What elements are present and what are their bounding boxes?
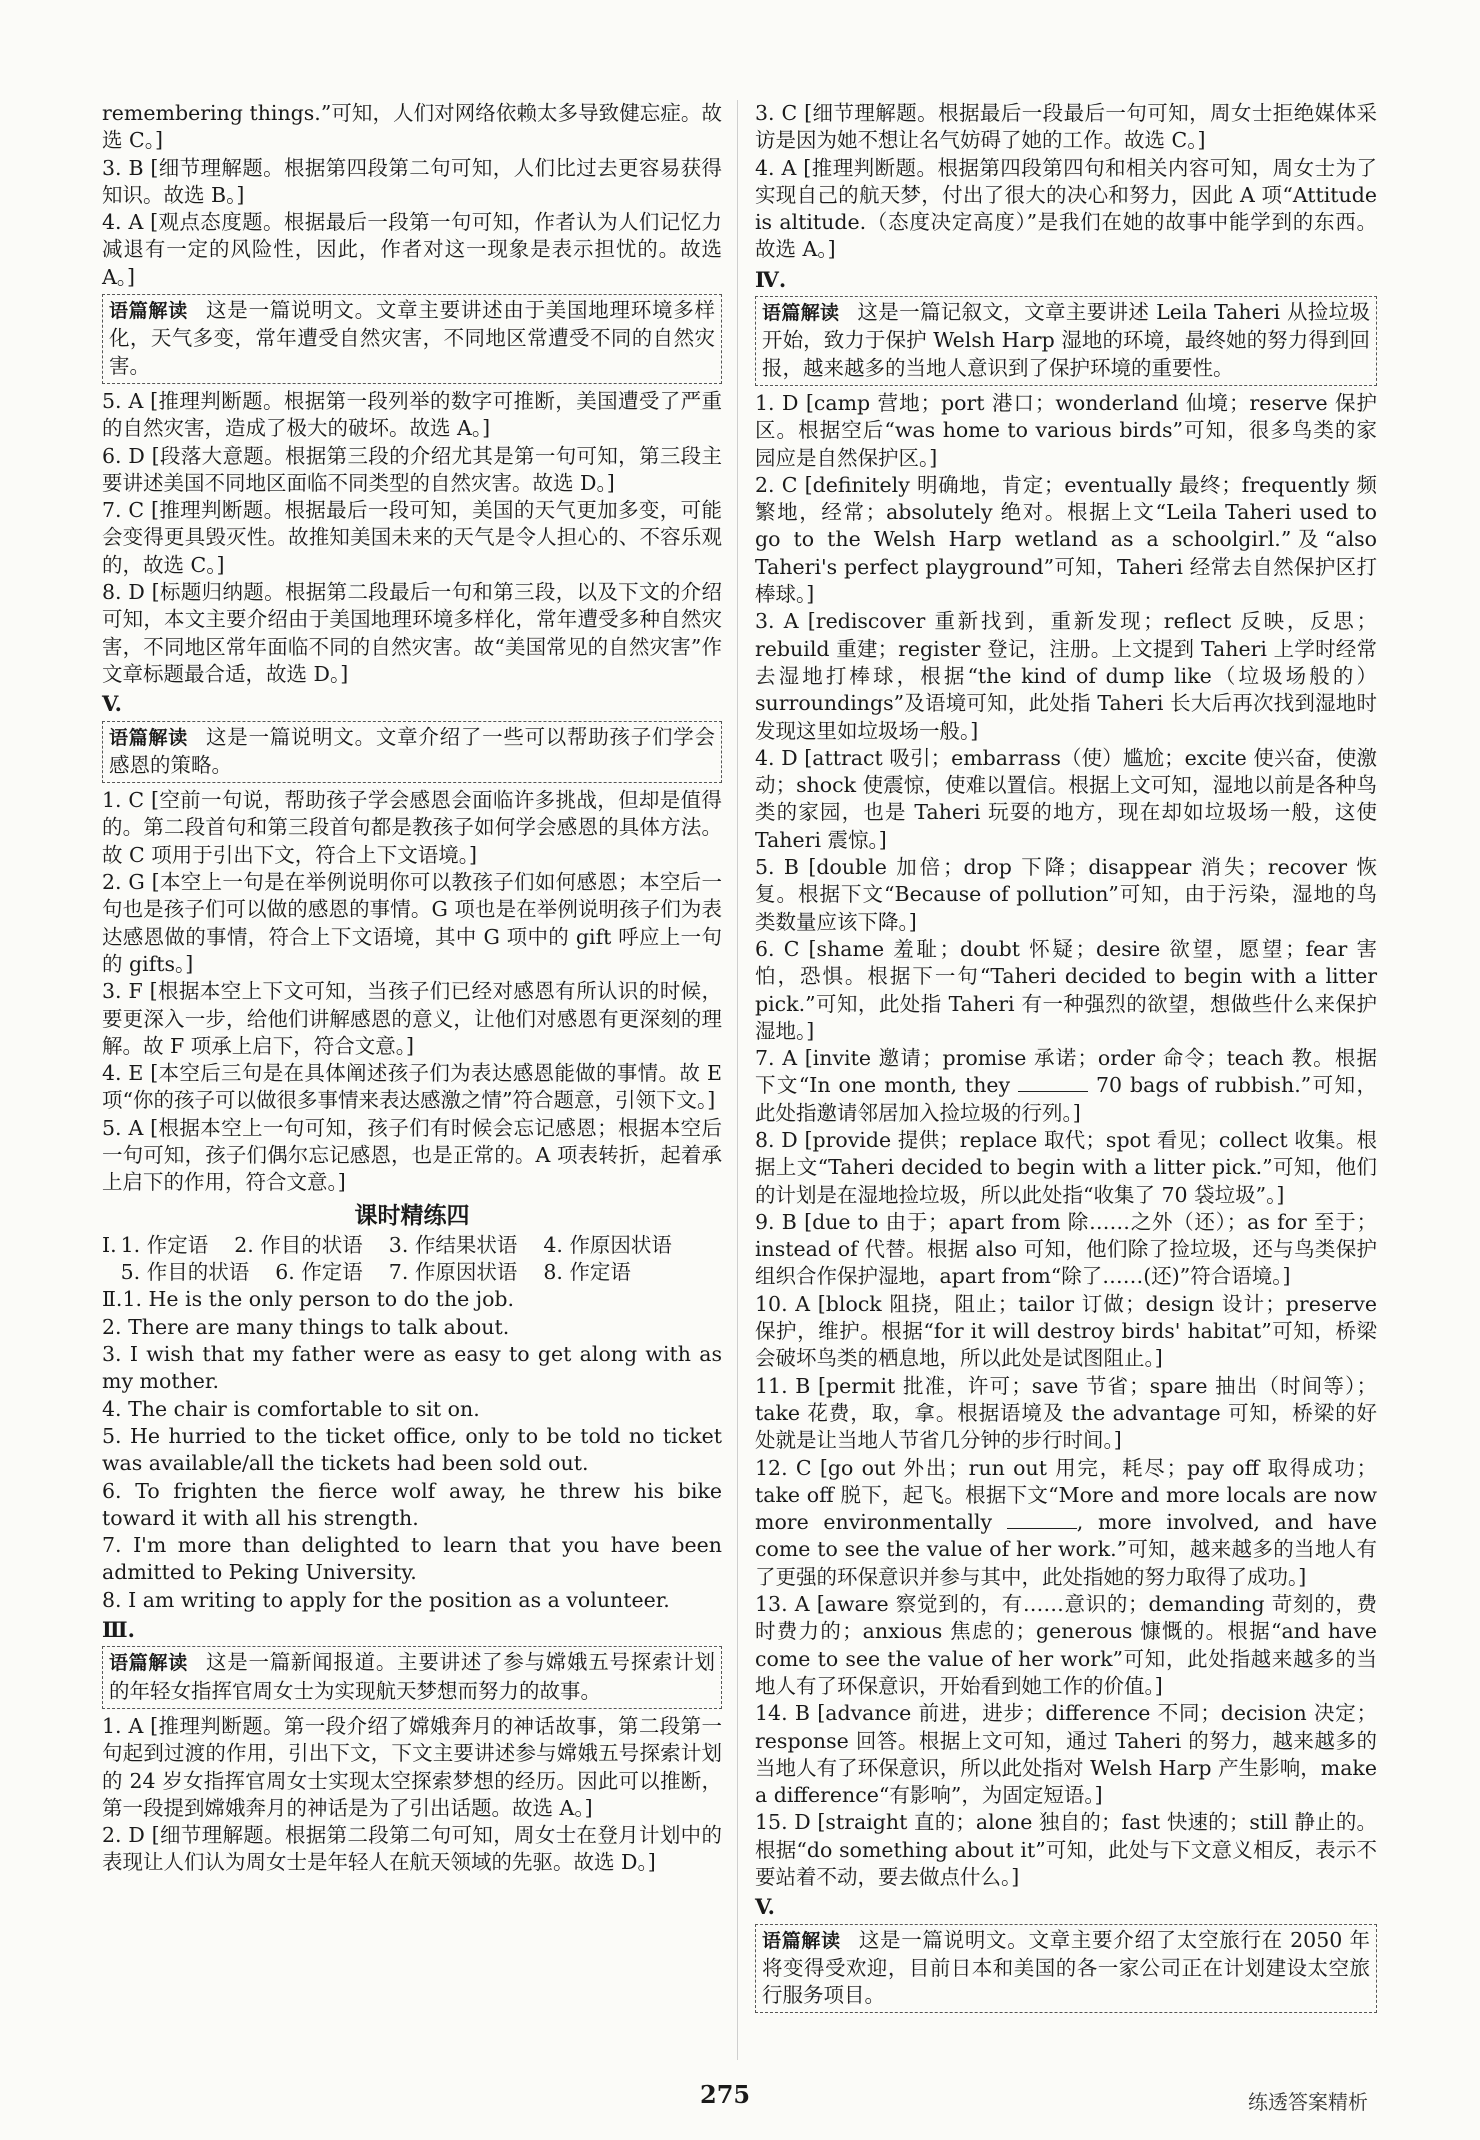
answer-item: 4. A [观点态度题。根据最后一段第一句可知，作者认为人们记忆力减退有一定的风险性，因此，作者对这一现象是表示担忧的。故选 A。] (102, 210, 722, 289)
grammar-answer: 2. 作目的状语 (234, 1232, 363, 1257)
passage-analysis-box (755, 296, 1377, 386)
section-ii (102, 1286, 722, 1614)
answer-item: 4. A [推理判断题。根据第四段第四句和相关内容可知，周女士为了实现自己的航天梦，付出了很大的决心和努力，因此 A 项“Attitude is altitude.（态度决定高度）”是我们在她的故事中能学到的东西。故选 A。] (755, 155, 1377, 262)
answer-text: , more involved, and have come to see the value of her work.”可知，越来越多的当地人有了更强的环保意识并参与其中，此处指她的努力取得了成功。] (755, 1510, 1377, 1589)
answer-item: 3. F [根据本空上下文可知，当孩子们已经对感恩有所认识的时候，要更深入一步，给他们讲解感恩的意义，让他们对感恩有更深刻的理解。故 F 项承上启下，符合文意。] (102, 979, 722, 1058)
answer-item: remembering things.”可知，人们对网络依赖太多导致健忘症。故选 C。] (102, 101, 722, 153)
section-label: V. (755, 1894, 775, 1920)
grammar-answer: 4. 作原因状语 (543, 1232, 672, 1257)
answer-item: 2. C [definitely 明确地，肯定；eventually 最终；frequently 频繁地，经常；absolutely 绝对。根据上文“Leila Taheri used to go to the Welsh Harp wetland as a schoolgirl.”及“also Taheri's perfect playground”可知，Taheri 经常去自然保护区打棒球。] (755, 472, 1377, 607)
translation-answer: 5. He hurried to the ticket office, only to be told no ticket was available/all the tickets had been sold out. (102, 1423, 722, 1476)
answer-item: 3. B [细节理解题。根据第四段第二句可知，人们比过去更容易获得知识。故选 B。] (102, 155, 722, 207)
passage-analysis-text: 这是一篇记叙文，文章主要讲述 Leila Taheri 从捡垃圾开始，致力于保护 Welsh Harp 湿地的环境，最终她的努力得到回报，越来越多的当地人意识到了保护环境的重要性。 (762, 300, 1370, 380)
answer-item: 10. A [block 阻挠，阻止；tailor 订做；design 设计；preserve 保护，维护。根据“for it will destroy birds' habitat”可知，桥梁会破坏鸟类的栖息地，所以此处是试图阻止。] (755, 1291, 1377, 1371)
translation-answer: 8. I am writing to apply for the position as a volunteer. (102, 1587, 670, 1612)
answer-item: 4. D [attract 吸引；embarrass（使）尴尬；excite 使兴奋，使激动；shock 使震惊，使难以置信。根据上文可知，湿地以前是各种鸟类的家园，也是 Taheri 玩耍的地方，现在却如垃圾场一般，这使 Taheri 震惊。] (755, 745, 1377, 852)
answer-item: 5. A [推理判断题。根据第一段列举的数字可推断，美国遭受了严重的自然灾害，造成了极大的破坏。故选 A。] (102, 388, 722, 441)
passage-analysis-text: 这是一篇新闻报道。主要讲述了参与嫦娥五号探索计划的年轻女指挥官周女士为实现航天梦想而努力的故事。 (109, 1650, 715, 1703)
fill-blank (1007, 1514, 1077, 1529)
page-number: 275 (700, 2080, 751, 2109)
answer-item: 7. C [推理判断题。根据最后一段可知，美国的天气更加多变，可能会变得更具毁灭性。故推知美国未来的天气是令人担心的、不容乐观的，故选 C。] (102, 498, 722, 577)
footer-tag: 练透答案精析 (1248, 2090, 1368, 2114)
grammar-answer: 3. 作结果状语 (388, 1232, 518, 1257)
passage-analysis-box (102, 1646, 722, 1709)
answer-item: 1. C [空前一句说，帮助孩子学会感恩会面临许多挑战，但却是值得的。第二段首句和第三段首句都是教孩子如何学会感恩的具体方法。故 C 项用于引出下文，符合上下文语境。] (102, 788, 722, 867)
section-i-items (121, 1232, 722, 1287)
answer-item: 5. A [根据本空上一句可知，孩子们有时候会忘记感恩；根据本空后一句可知，孩子们偶尔忘记感恩，也是正常的。A 项表转折，起着承上启下的作用，符合文意。] (102, 1115, 722, 1195)
answer-text: 7. A [invite 邀请；promise 承诺；order 命令；teach 教。根据下文“In one month, they (755, 1046, 1377, 1098)
right-column (755, 100, 1377, 2017)
answer-text: 70 bags of rubbish.”可知，此处指邀请邻居加入捡垃圾的行列。] (755, 1073, 1377, 1125)
passage-analysis-box (755, 1924, 1377, 2014)
passage-analysis-tag: 语篇解读 (762, 302, 840, 325)
column-divider (737, 100, 738, 2060)
section-i (102, 1232, 722, 1287)
translation-answer: 1. He is the only person to do the job. (122, 1287, 515, 1312)
passage-analysis-box (102, 721, 722, 784)
answer-item: 1. A [推理判断题。第一段介绍了嫦娥奔月的神话故事，第二段第一句起到过渡的作用，引出下文，下文主要讲述参与嫦娥五号探索计划的 24 岁女指挥官周女士实现太空探索梦想的经历。因此可以推断，第一段提到嫦娥奔月的神话是为了引出话题。故选 A。] (102, 1713, 722, 1820)
section-label: Ⅰ. (102, 1232, 117, 1257)
answer-item (755, 1455, 1377, 1591)
answer-item: 4. E [本空后三句是在具体阐述孩子们为表达感恩能做的事情。故 E 项“你的孩子可以做很多事情来表达感激之情”符合题意，引领下文。] (102, 1061, 722, 1113)
passage-analysis-text: 这是一篇说明文。文章介绍了一些可以帮助孩子们学会感恩的策略。 (109, 724, 715, 777)
passage-analysis-tag: 语篇解读 (109, 1652, 188, 1675)
answer-item: 6. C [shame 羞耻；doubt 怀疑；desire 欲望，愿望；fear 害怕，恐惧。根据下一句“Taheri decided to begin with a litter pick.”可知，此处指 Taheri 有一种强烈的欲望，想做些什么来保护湿地。] (755, 936, 1377, 1043)
answer-item: 2. G [本空上一句是在举例说明你可以教孩子们如何感恩；本空后一句也是孩子们可以做的感恩的事情。G 项也是在举例说明孩子们为表达感恩做的事情，符合上下文语境，其中 G 项中的 gift 呼应上一句的 gifts。] (102, 870, 722, 976)
passage-analysis-text: 这是一篇说明文。文章主要讲述由于美国地理环境多样化，天气多变，常年遭受自然灾害，不同地区常遭受不同的自然灾害。 (109, 298, 715, 378)
answer-item (755, 1045, 1377, 1127)
translation-answer: 4. The chair is comfortable to sit on. (102, 1396, 480, 1421)
passage-analysis-tag: 语篇解读 (109, 300, 188, 323)
answer-item: 1. D [camp 营地；port 港口；wonderland 仙境；reserve 保护区。根据空后“was home to various birds”可知，很多鸟类的家园应是自然保护区。] (755, 390, 1377, 470)
answer-item: 14. B [advance 前进，进步；difference 不同；decision 决定；response 回答。根据上文可知，通过 Taheri 的努力，越来越多的当地人有了环保意识，所以此处指对 Welsh Harp 产生影响，make a difference“有影响”，为固定短语。] (755, 1701, 1377, 1808)
answer-item: 2. D [细节理解题。根据第二段第二句可知，周女士在登月计划中的表现让人们认为周女士是年轻人在航天领域的先驱。故选 D。] (102, 1823, 722, 1875)
translation-answer: 7. I'm more than delighted to learn that you have been admitted to Peking University. (102, 1533, 722, 1585)
answer-text: 12. C [go out 外出；run out 用完，耗尽；pay off 取得成功；take off 脱下，起飞。根据下文“More and more locals are now more environmentally (755, 1455, 1377, 1535)
left-column (102, 100, 722, 1877)
grammar-answer: 5. 作目的状语 (120, 1260, 250, 1285)
fill-blank (1018, 1077, 1088, 1092)
answer-item: 6. D [段落大意题。根据第三段的介绍尤其是第一句可知，第三段主要讲述美国不同地区面临不同类型的自然灾害。故选 D。] (102, 443, 722, 495)
answer-item: 13. A [aware 察觉到的，有……意识的；demanding 苛刻的，费时费力的；anxious 焦虑的；generous 慷慨的。根据“and have come to see the value of her work”可知，此处指越来越多的当地人有了环保意识，开始看到她工作的价值。] (755, 1592, 1377, 1698)
passage-analysis-tag: 语篇解读 (762, 1929, 841, 1952)
translation-answer: 6. To frighten the fierce wolf away, he threw his bike toward it with all his strength. (102, 1478, 722, 1530)
grammar-answer: 1. 作定语 (120, 1232, 209, 1257)
translation-answer: 2. There are many things to talk about. (102, 1314, 510, 1339)
translation-answer: 3. I wish that my father were as easy to get along with as my mother. (102, 1342, 722, 1394)
lesson-title: 课时精练四 (354, 1202, 470, 1229)
answer-item: 8. D [标题归纳题。根据第二段最后一句和第三段，以及下文的介绍可知，本文主要介绍由于美国地理环境多样化，常年遭受多种自然灾害，不同地区常年面临不同的自然灾害。故“美国常见的自然灾害”作文章标题最合适，故选 D。] (102, 580, 722, 686)
answer-item: 8. D [provide 提供；replace 取代；spot 看见；collect 收集。根据上文“Taheri decided to begin with a litter pick.”可知，他们的计划是在湿地捡垃圾，所以此处指“收集了 70 袋垃圾”。] (755, 1127, 1377, 1207)
answer-item: 3. A [rediscover 重新找到，重新发现；reflect 反映，反思；rebuild 重建；register 登记，注册。上文提到 Taheri 上学时经常去湿地打棒球，根据“the kind of dump like（垃圾场般的）surroundings”及语境可知，此处指 Taheri 长大后再次找到湿地时发现这里如垃圾场一般。] (755, 609, 1377, 743)
answer-item: 5. B [double 加倍；drop 下降；disappear 消失；recover 恢复。根据下文“Because of pollution”可知，由于污染，湿地的鸟类数量应该下降。] (755, 855, 1377, 934)
section-label: Ⅱ. (102, 1287, 123, 1312)
grammar-answer: 7. 作原因状语 (388, 1260, 518, 1285)
passage-analysis-tag: 语篇解读 (109, 726, 188, 749)
section-label: V. (102, 691, 122, 717)
answer-item: 15. D [straight 直的；alone 独自的；fast 快速的；still 静止的。根据“do something about it”可知，此处与下文意义相反，表示不要站着不动，要去做点什么。] (755, 1810, 1377, 1889)
grammar-answer: 6. 作定语 (275, 1260, 363, 1285)
section-label: Ⅳ. (755, 266, 787, 292)
passage-analysis-box (102, 294, 722, 384)
grammar-answer: 8. 作定语 (543, 1260, 631, 1285)
answer-item: 9. B [due to 由于；apart from 除……之外（还）；as for 至于；instead of 代替。根据 also 可知，他们除了捡垃圾，还与鸟类保护组织合作保护湿地，apart from“除了……(还)”符合语境。] (755, 1209, 1377, 1289)
answer-item: 3. C [细节理解题。根据最后一段最后一句可知，周女士拒绝媒体采访是因为她不想让名气妨碍了她的工作。故选 C。] (755, 101, 1377, 153)
section-label: Ⅲ. (102, 1617, 135, 1643)
answer-item: 11. B [permit 批准，许可；save 节省；spare 抽出（时间等）；take 花费，取，拿。根据语境及 the advantage 可知，桥梁的好处就是让当地人节省几分钟的步行时间。] (755, 1373, 1377, 1453)
passage-analysis-text: 这是一篇说明文。文章主要介绍了太空旅行在 2050 年将变得受欢迎，目前日本和美国的各一家公司正在计划建设太空旅行服务项目。 (762, 1927, 1370, 2008)
